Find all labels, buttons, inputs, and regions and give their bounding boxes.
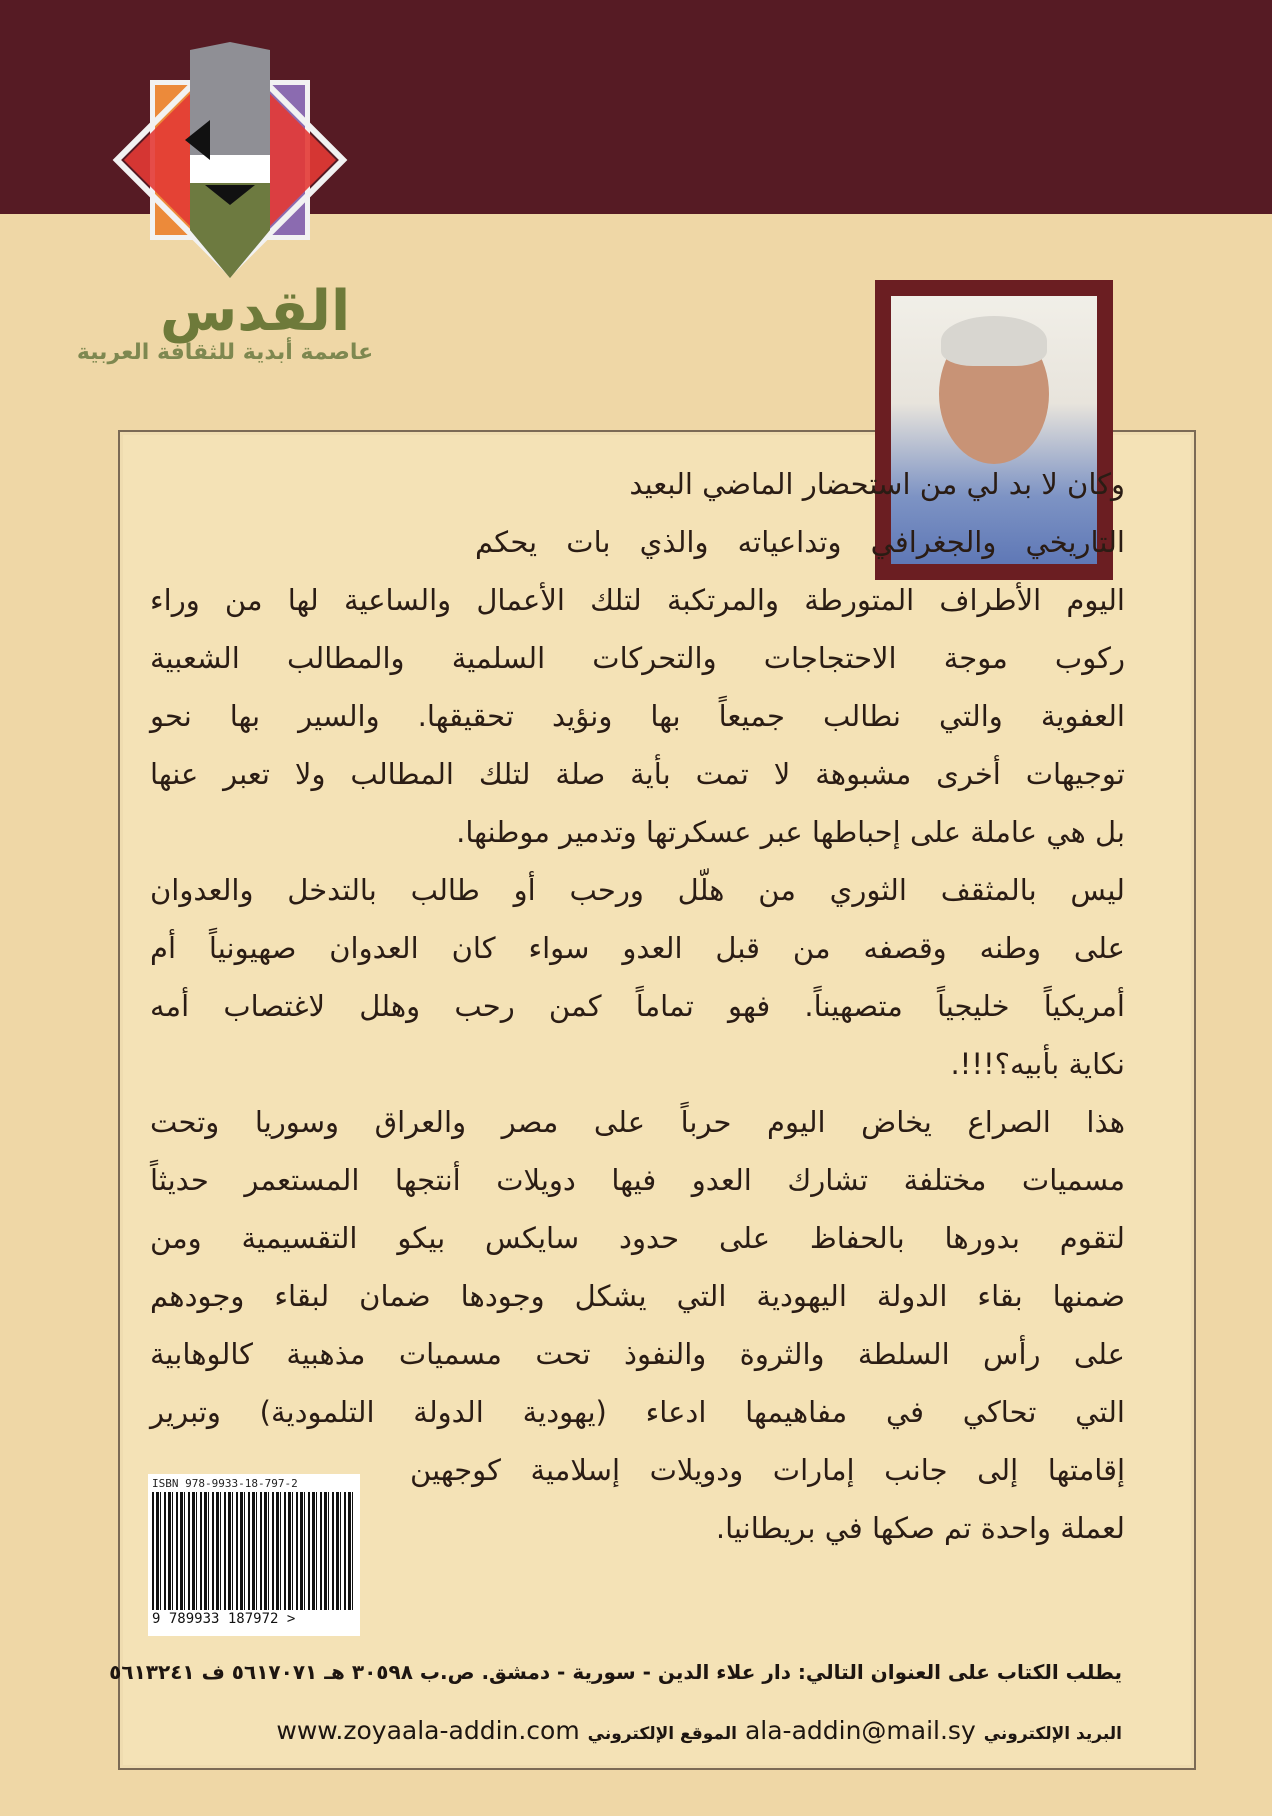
text-line: على وطنه وقصفه من قبل العدو سواء كان العدوان صهيونياً أم — [150, 931, 1125, 965]
logo-subtitle: عاصمة أبدية للثقافة العربية — [76, 340, 374, 365]
text-line: التي تحاكي في مفاهيمها ادعاء (يهودية الدولة التلمودية) وتبرير — [150, 1395, 1125, 1429]
email-label: البريد الإلكتروني — [983, 1724, 1122, 1744]
text-line: إقامتها إلى جانب إمارات ودويلات إسلامية كوجهين — [410, 1453, 1125, 1487]
text-line: العفوية والتي نطالب جميعاً بها ونؤيد تحقيقها. والسير بها نحو — [150, 699, 1125, 733]
blurb-text — [150, 455, 1125, 1557]
barcode-icon — [152, 1492, 356, 1610]
text-line: على رأس السلطة والثروة والنفوذ تحت مسميات مذهبية كالوهابية — [150, 1337, 1125, 1371]
text-line: ركوب موجة الاحتجاجات والتحركات السلمية والمطالب الشعبية — [150, 641, 1125, 675]
text-line: لعملة واحدة تم صكها في بريطانيا. — [715, 1511, 1125, 1545]
text-line: لتقوم بدورها بالحفاظ على حدود سايكس بيكو التقسيمية ومن — [150, 1221, 1125, 1255]
text-line: التاريخي والجغرافي وتداعياته والذي بات يحكم — [475, 525, 1125, 559]
al-quds-logo-icon — [110, 40, 350, 280]
text-line: اليوم الأطراف المتورطة والمرتكبة لتلك الأعمال والساعية لها من وراء — [150, 583, 1125, 617]
isbn-text: ISBN 978-9933-18-797-2 — [152, 1477, 298, 1490]
publisher-contact — [276, 1716, 1122, 1745]
text-line: نكاية بأبيه؟!!!. — [950, 1047, 1125, 1081]
publisher-address: يطلب الكتاب على العنوان التالي: دار علاء الدين - سورية - دمشق. ص.ب ٣٠٥٩٨ هـ ٥٦١٧٠٧١ ف ٥٦١٣٢٤١ — [109, 1660, 1122, 1684]
text-line: هذا الصراع يخاض اليوم حرباً على مصر والعراق وسوريا وتحت — [150, 1105, 1125, 1139]
email-link[interactable]: ala-addin@mail.sy — [744, 1716, 976, 1745]
text-line: أمريكياً خليجياً متصهيناً. فهو تماماً كمن رحب وهلل لاغتصاب أمه — [150, 989, 1125, 1023]
text-line: ضمنها بقاء الدولة اليهودية التي يشكل وجودها ضمان لبقاء وجودهم — [150, 1279, 1125, 1313]
logo-wordmark: القدس — [160, 279, 351, 344]
text-line: وكان لا بد لي من استحضار الماضي البعيد — [629, 467, 1125, 501]
isbn-barcode — [148, 1474, 360, 1636]
text-line: بل هي عاملة على إحباطها عبر عسكرتها وتدمير موطنها. — [456, 815, 1125, 849]
barcode-number: 9 789933 187972 > — [152, 1611, 296, 1627]
website-label: الموقع الإلكتروني — [587, 1724, 738, 1744]
text-line: مسميات مختلفة تشارك العدو فيها دويلات أنتجها المستعمر حديثاً — [150, 1163, 1125, 1197]
text-line: توجيهات أخرى مشبوهة لا تمت بأية صلة لتلك المطالب ولا تعبر عنها — [150, 757, 1125, 791]
website-link[interactable]: www.zoyaala-addin.com — [276, 1716, 580, 1745]
text-line: ليس بالمثقف الثوري من هلّل ورحب أو طالب بالتدخل والعدوان — [150, 873, 1125, 907]
